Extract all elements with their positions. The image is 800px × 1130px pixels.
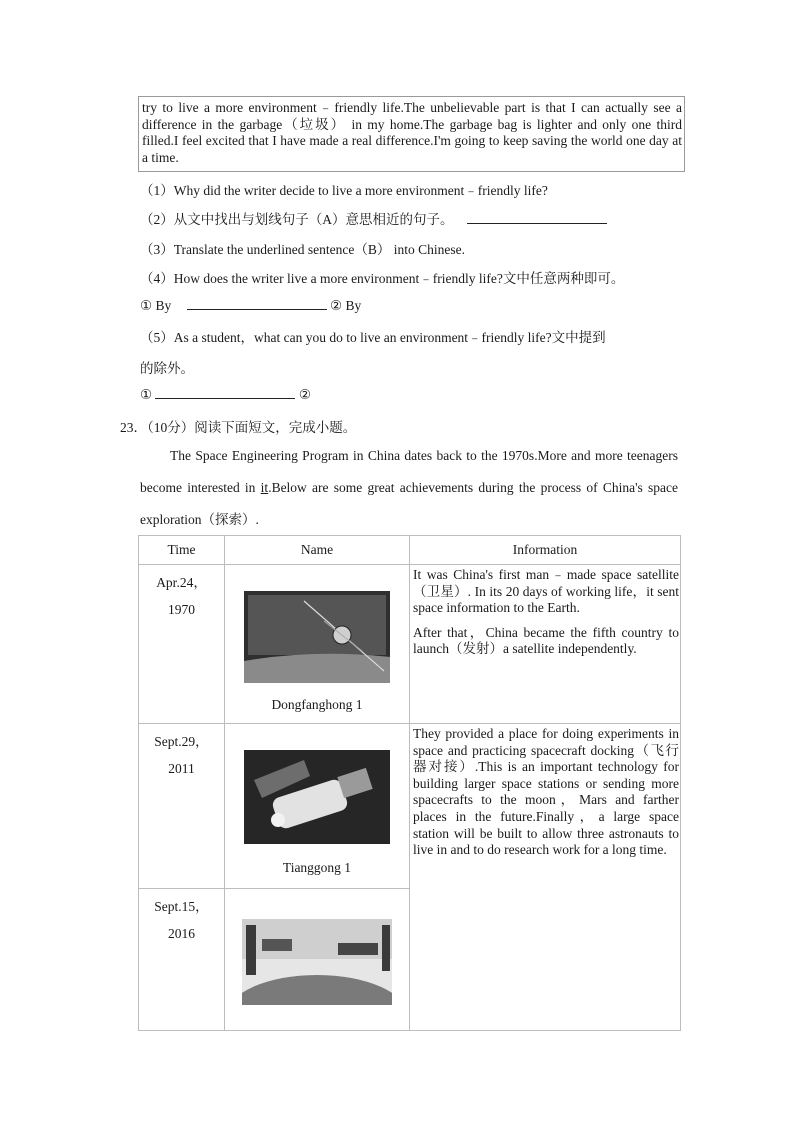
question-1: （1）Why did the writer decide to live a more environment﹣friendly life? [140, 183, 548, 198]
name-label: Dongfanghong 1 [271, 697, 363, 712]
q4-by-2: ② By [329, 298, 362, 313]
name-label: Tianggong 1 [282, 860, 352, 875]
question-4: （4）How does the writer live a more environment﹣friendly life?文中任意两种即可。 [140, 271, 625, 286]
q5-mark-2: ② [298, 387, 311, 402]
question-5-answers [140, 386, 680, 403]
time-year: 2011 [168, 761, 195, 776]
time-cell [139, 565, 225, 724]
section-23-heading: 23．（10分）阅读下面短文，完成小题。 [120, 420, 357, 435]
question-3: （3）Translate the underlined sentence（B） into Chinese. [140, 242, 465, 257]
question-5-cont: 的除外。 [140, 361, 194, 376]
question-2 [140, 208, 680, 228]
passage-box [138, 96, 685, 172]
achievements-table [138, 535, 681, 1031]
tiangong-photo [244, 750, 390, 844]
question-2-text: （2）从文中找出与划线句子（A）意思相近的句子。 [140, 212, 454, 227]
time-cell [139, 889, 225, 1031]
intro-before: The Space Engineering Program in China dates back to the 1970s.More and more teenagers become interested in [140, 448, 678, 495]
intro-after: .Below are some great achievements during the process of China's space exploration（探索）. [140, 480, 678, 527]
question-5: （5）As a student，what can you do to live an environment﹣friendly life?文中提到 [140, 330, 606, 345]
info-paragraph: They provided a place for doing experiments in space and practicing spacecraft docking（飞行器对接）.This is an important technology for building larger space stations or sending more spacecrafts to the moon，Mars and farther places in the future.Finally，a large space station will be built to allow three astronauts to live in and to do research work for a long time. [413, 726, 679, 858]
table-row [139, 724, 681, 889]
name-cell [225, 724, 410, 889]
intro-it: it [260, 480, 269, 495]
information-cell [410, 724, 681, 1031]
info-paragraph: After that，China became the fifth country to launch（发射）a satellite independently. [413, 624, 679, 657]
tiangong-2-photo [242, 919, 392, 1005]
time-cell [139, 724, 225, 889]
dongfanghong-photo [244, 591, 390, 683]
header-name: Name [225, 536, 410, 565]
q5-mark-1: ① [140, 387, 153, 402]
header-information: Information [410, 536, 681, 565]
time-date: Sept.15， [154, 899, 209, 914]
answer-blank-2[interactable] [467, 211, 607, 224]
passage-text: try to live a more environment﹣friendly life.The unbelievable part is that I can actually see a difference in the garbage（垃圾） in my home.The garbage bag is lighter and only one third filled.I feel excited that I have made a real difference.I'm going to keep saving the world one day at a time. [142, 100, 682, 165]
question-4-answers [140, 297, 680, 314]
section-23-intro [140, 440, 678, 536]
time-date: Apr.24， [156, 575, 207, 590]
time-date: Sept.29， [154, 734, 209, 749]
time-year: 1970 [168, 602, 195, 617]
table-header-row [139, 536, 681, 565]
answer-blank-4a[interactable] [187, 297, 327, 310]
name-cell [225, 889, 410, 1031]
information-cell [410, 565, 681, 724]
q4-by-1: ① By [140, 298, 172, 313]
name-cell [225, 565, 410, 724]
answer-blank-5a[interactable] [155, 386, 295, 399]
info-paragraph: It was China's first man﹣made space satellite（卫星）. In its 20 days of working life，it sent space information to the Earth. [413, 567, 679, 616]
table-row [139, 565, 681, 724]
time-year: 2016 [168, 926, 195, 941]
header-time: Time [139, 536, 225, 565]
